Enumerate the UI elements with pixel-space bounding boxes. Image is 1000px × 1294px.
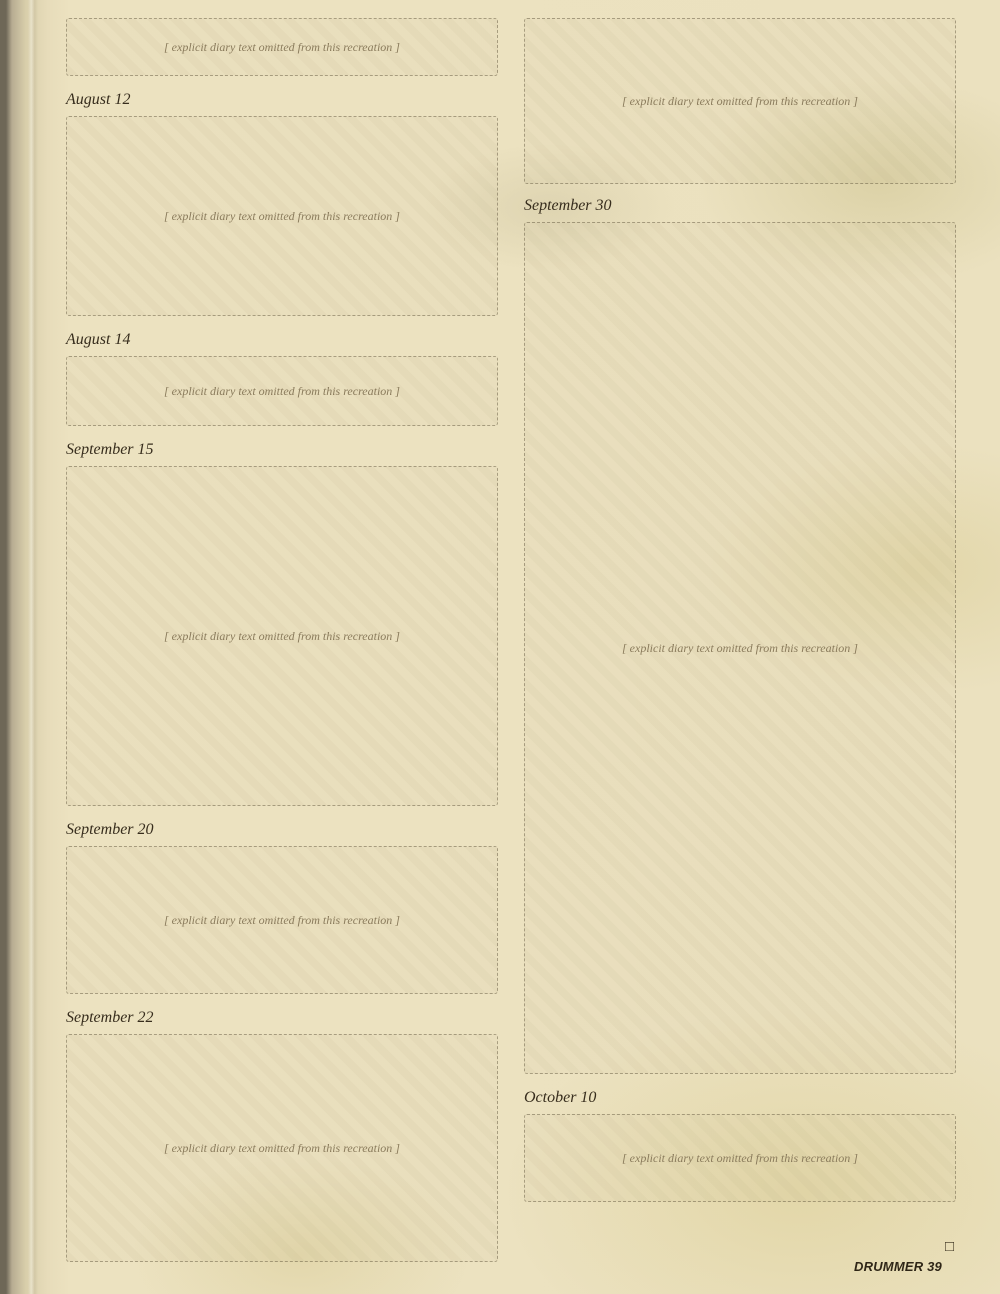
entry-date-heading: September 22 (66, 1009, 154, 1026)
page-content (66, 18, 974, 1274)
redacted-paragraph (66, 1034, 498, 1262)
redaction-note: [ explicit diary text omitted from this recreation ] (622, 1150, 858, 1165)
redaction-note: [ explicit diary text omitted from this recreation ] (164, 628, 400, 643)
entry-date-heading: October 10 (524, 1089, 597, 1106)
redaction-note: [ explicit diary text omitted from this recreation ] (164, 208, 400, 223)
redacted-paragraph (524, 18, 956, 184)
redacted-paragraph (66, 846, 498, 994)
end-of-article-icon: □ (944, 1239, 954, 1255)
redaction-note: [ explicit diary text omitted from this recreation ] (622, 640, 858, 655)
redacted-paragraph (66, 356, 498, 426)
redacted-paragraph (524, 1114, 956, 1202)
redacted-paragraph (66, 18, 498, 76)
entry-date-heading: September 20 (66, 821, 154, 838)
redacted-paragraph (66, 466, 498, 806)
article-footer (524, 1240, 956, 1274)
redaction-note: [ explicit diary text omitted from this recreation ] (164, 383, 400, 398)
redaction-note: [ explicit diary text omitted from this recreation ] (164, 39, 400, 54)
redaction-note: [ explicit diary text omitted from this recreation ] (164, 1140, 400, 1155)
left-column (66, 18, 498, 1274)
entry-date-heading: August 12 (66, 91, 131, 108)
redacted-paragraph (524, 222, 956, 1074)
right-column (524, 18, 956, 1274)
magazine-folio: DRUMMER 39 (854, 1259, 942, 1274)
redacted-paragraph (66, 116, 498, 316)
entry-date-heading: September 15 (66, 441, 154, 458)
redaction-note: [ explicit diary text omitted from this recreation ] (622, 93, 858, 108)
entry-date-heading: August 14 (66, 331, 131, 348)
redaction-note: [ explicit diary text omitted from this recreation ] (164, 912, 400, 927)
entry-date-heading: September 30 (524, 197, 612, 214)
